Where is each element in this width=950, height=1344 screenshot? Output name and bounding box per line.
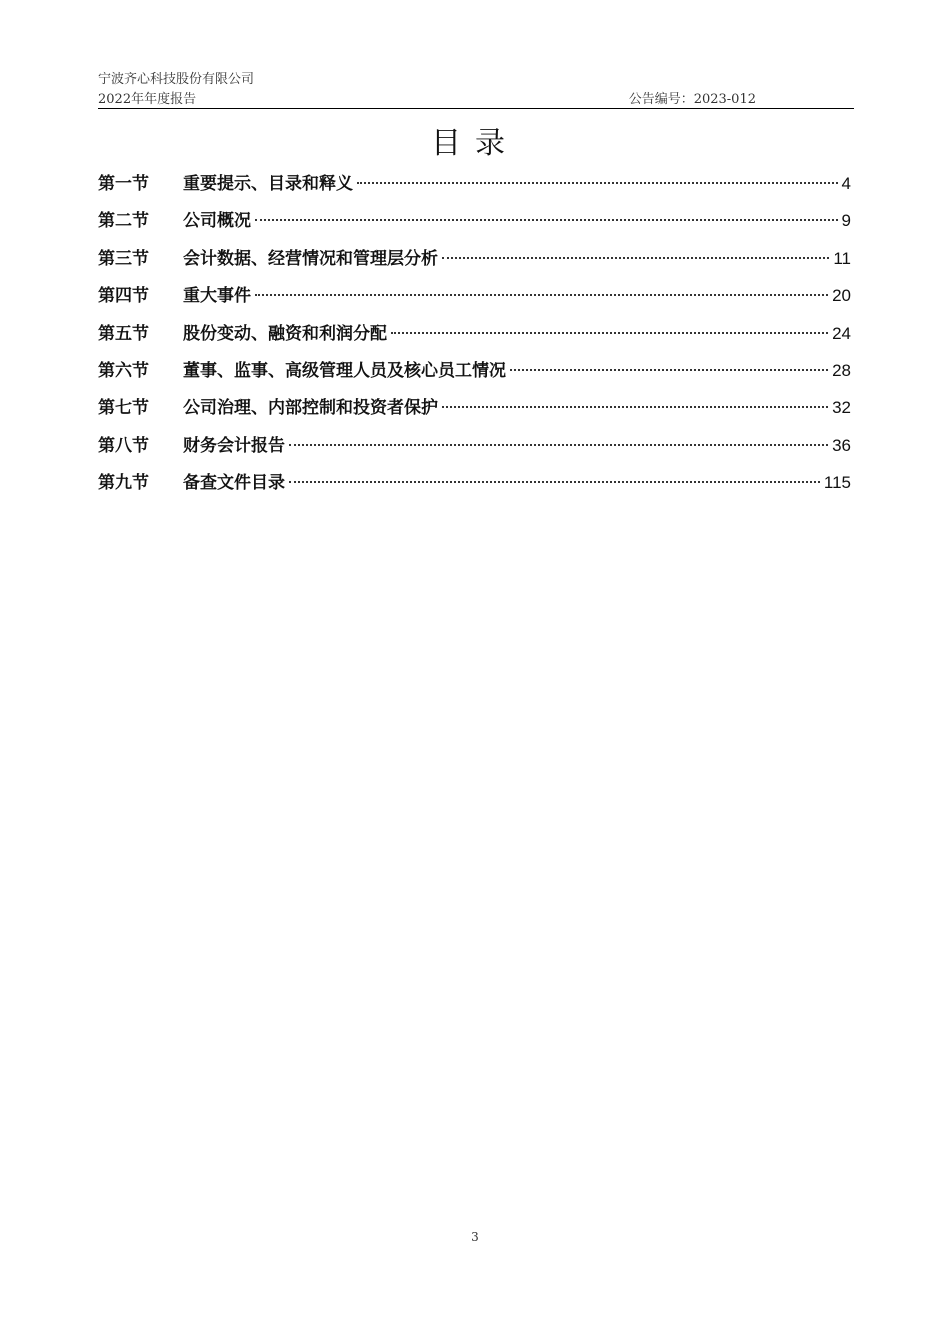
page-number: 3: [471, 1230, 479, 1244]
toc-page-number: 115: [823, 473, 851, 493]
toc-page-number: 4: [841, 174, 851, 193]
toc-page-number: 11: [833, 248, 851, 268]
toc-page-number: 20: [832, 286, 851, 306]
toc-item-8[interactable]: [98, 430, 851, 467]
toc-page-number: 36: [832, 435, 851, 455]
toc-leader-dots: [357, 182, 838, 184]
toc-label: 股份变动、融资和利润分配: [183, 323, 387, 344]
toc-section: 第三节: [98, 248, 149, 269]
toc-section: 第五节: [98, 323, 149, 344]
toc-label: 董事、监事、高级管理人员及核心员工情况: [183, 360, 506, 381]
toc-item-4[interactable]: [98, 280, 851, 317]
toc-leader-dots: [289, 444, 828, 446]
toc-item-7[interactable]: [98, 392, 851, 429]
toc-item-5[interactable]: [98, 318, 851, 355]
page-header: [98, 66, 854, 109]
toc-section: 第八节: [98, 435, 149, 456]
toc-section: 第二节: [98, 211, 149, 232]
toc-leader-dots: [255, 219, 838, 221]
toc-item-9[interactable]: [98, 467, 851, 504]
toc-page-number: 9: [841, 211, 851, 231]
company-name: 宁波齐心科技股份有限公司: [98, 72, 255, 87]
toc-item-2[interactable]: [98, 205, 851, 242]
toc-section: 第九节: [98, 473, 149, 494]
toc-page-number: 28: [832, 360, 851, 380]
toc-item-6[interactable]: [98, 355, 851, 392]
toc-item-1[interactable]: [98, 168, 851, 205]
toc-section: 第七节: [98, 398, 149, 419]
toc-leader-dots: [442, 406, 828, 408]
toc-section: 第六节: [98, 360, 149, 381]
toc-leader-dots: [510, 369, 828, 371]
toc-label: 公司治理、内部控制和投资者保护: [183, 398, 438, 419]
toc-section: 第四节: [98, 286, 149, 307]
toc-label: 公司概况: [183, 211, 251, 232]
toc-page-number: 24: [832, 323, 851, 343]
toc-leader-dots: [391, 332, 828, 334]
toc-title: 目录: [431, 126, 519, 161]
toc-label: 重要提示、目录和释义: [183, 174, 353, 194]
toc-item-3[interactable]: [98, 243, 851, 280]
toc-leader-dots: [289, 481, 820, 483]
report-title: 2022年年度报告: [98, 92, 197, 107]
toc-section: 第一节: [98, 174, 149, 194]
toc-label: 会计数据、经营情况和管理层分析: [183, 248, 438, 269]
toc-label: 备查文件目录: [183, 473, 285, 494]
announcement-number: 公告编号：2023-012: [628, 92, 756, 107]
toc-label: 财务会计报告: [183, 435, 285, 456]
toc-page-number: 32: [832, 398, 851, 418]
toc-leader-dots: [255, 294, 828, 296]
table-of-contents: [98, 168, 851, 505]
toc-leader-dots: [442, 257, 829, 259]
toc-label: 重大事件: [183, 286, 251, 307]
